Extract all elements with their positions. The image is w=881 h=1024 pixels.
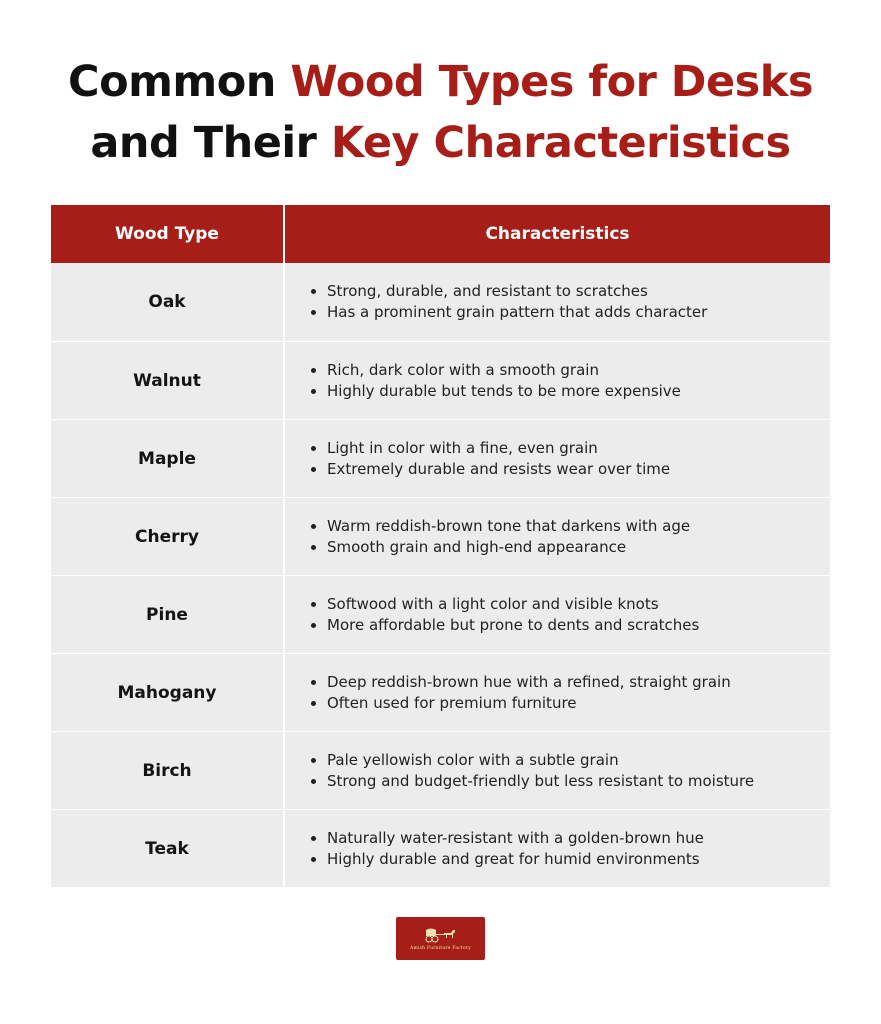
- brand-logo: [396, 917, 485, 960]
- table-header: [51, 205, 830, 263]
- trait-text: Often used for premium furniture: [327, 693, 577, 712]
- trait-text: Naturally water-resistant with a golden-brown hue: [327, 828, 704, 847]
- characteristics-cell: [285, 576, 830, 653]
- table-row: [51, 263, 830, 341]
- list-item: [311, 537, 830, 558]
- trait-text: Smooth grain and high-end appearance: [327, 537, 627, 556]
- trait-text: Highly durable and great for humid environments: [327, 849, 700, 868]
- wood-types-table: [51, 205, 830, 887]
- bullet-icon: [311, 857, 316, 862]
- list-item: [311, 302, 830, 323]
- characteristics-cell: [285, 810, 830, 887]
- bullet-icon: [311, 758, 316, 763]
- trait-text: Highly durable but tends to be more expensive: [327, 381, 681, 400]
- list-item: [311, 771, 830, 792]
- list-item: [311, 281, 830, 302]
- table-row: [51, 653, 830, 731]
- wood-type-cell: Birch: [51, 732, 285, 809]
- header-wood-type: Wood Type: [51, 205, 285, 263]
- list-item: [311, 615, 830, 636]
- bullet-icon: [311, 701, 316, 706]
- table-row: [51, 731, 830, 809]
- list-item: [311, 828, 830, 849]
- title-part-3: and Their: [90, 118, 331, 168]
- characteristics-cell: [285, 420, 830, 497]
- wood-type-cell: Teak: [51, 810, 285, 887]
- trait-text: Softwood with a light color and visible knots: [327, 594, 659, 613]
- characteristics-cell: [285, 498, 830, 575]
- logo-text: Amish Furniture Factory: [410, 945, 471, 951]
- bullet-icon: [311, 623, 316, 628]
- characteristics-cell: [285, 342, 830, 419]
- wood-type-cell: Cherry: [51, 498, 285, 575]
- bullet-icon: [311, 779, 316, 784]
- title-accent-2: Key Characteristics: [330, 118, 791, 168]
- bullet-icon: [311, 602, 316, 607]
- trait-text: Deep reddish-brown hue with a refined, straight grain: [327, 672, 731, 691]
- page-title: [0, 52, 881, 174]
- bullet-icon: [311, 467, 316, 472]
- trait-text: Has a prominent grain pattern that adds character: [327, 303, 708, 321]
- table-row: [51, 575, 830, 653]
- title-accent-1: Wood Types for Desks: [290, 57, 813, 107]
- list-item: [311, 672, 830, 693]
- wood-type-cell: Maple: [51, 420, 285, 497]
- list-item: [311, 849, 830, 870]
- list-item: [311, 693, 830, 714]
- table-body: [51, 263, 830, 887]
- header-characteristics: Characteristics: [485, 224, 630, 244]
- bullet-icon: [311, 836, 316, 841]
- list-item: [311, 594, 830, 615]
- title-part-1: Common: [68, 57, 291, 107]
- table-row: [51, 341, 830, 419]
- wood-type-cell: Oak: [51, 263, 285, 341]
- list-item: [311, 360, 830, 381]
- bullet-icon: [311, 680, 316, 685]
- trait-text: Light in color with a fine, even grain: [327, 438, 598, 457]
- characteristics-cell: [285, 732, 830, 809]
- list-item: [311, 459, 830, 480]
- trait-text: Strong, durable, and resistant to scratches: [327, 282, 648, 300]
- wood-type-cell: Mahogany: [51, 654, 285, 731]
- trait-text: Extremely durable and resists wear over time: [327, 459, 671, 478]
- trait-text: More affordable but prone to dents and scratches: [327, 615, 700, 634]
- bullet-icon: [311, 545, 316, 550]
- characteristics-cell: [285, 263, 830, 341]
- table-row: [51, 809, 830, 887]
- bullet-icon: [311, 289, 316, 294]
- trait-text: Pale yellowish color with a subtle grain: [327, 750, 619, 769]
- horse-buggy-icon: [424, 927, 458, 943]
- wood-type-cell: Pine: [51, 576, 285, 653]
- trait-text: Warm reddish-brown tone that darkens with age: [327, 516, 691, 535]
- table-row: [51, 497, 830, 575]
- list-item: [311, 750, 830, 771]
- list-item: [311, 438, 830, 459]
- trait-text: Strong and budget-friendly but less resistant to moisture: [327, 771, 755, 790]
- bullet-icon: [311, 446, 316, 451]
- bullet-icon: [311, 389, 316, 394]
- characteristics-cell: [285, 654, 830, 731]
- bullet-icon: [311, 524, 316, 529]
- wood-type-cell: Walnut: [51, 342, 285, 419]
- table-row: [51, 419, 830, 497]
- list-item: [311, 516, 830, 537]
- list-item: [311, 381, 830, 402]
- bullet-icon: [311, 310, 316, 315]
- bullet-icon: [311, 368, 316, 373]
- trait-text: Rich, dark color with a smooth grain: [327, 360, 599, 379]
